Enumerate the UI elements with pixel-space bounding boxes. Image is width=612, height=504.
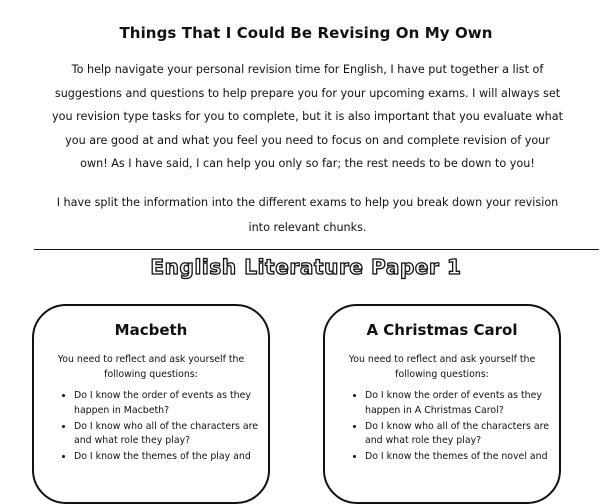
- list-item: • Do I know the order of events as they happen in Macbeth?: [74, 389, 258, 419]
- card-prompt: You need to reflect and ask yourself the following questions:: [57, 354, 245, 380]
- list-item: • Do I know the themes of the novel and: [365, 450, 549, 465]
- list-item: • Do I know the themes of the play and: [74, 450, 258, 465]
- intro-paragraph-2: I have split the information into the different exams to help you break down your revision into relevant chunks.: [56, 196, 559, 234]
- card-title: A Christmas Carol: [366, 321, 518, 339]
- card-prompt: You need to reflect and ask yourself the following questions:: [348, 354, 536, 380]
- page-title: Things That I Could Be Revising On My Own: [119, 24, 493, 42]
- question-list: [343, 389, 549, 466]
- list-item: • Do I know the order of events as they happen in A Christmas Carol?: [365, 389, 549, 419]
- section-title: English Literature Paper 1: [150, 255, 462, 279]
- card-macbeth: [32, 304, 270, 504]
- card-a-christmas-carol: [323, 304, 561, 504]
- list-item: • Do I know who all of the characters are and what role they play?: [74, 420, 258, 450]
- intro-paragraph: To help navigate your personal revision time for English, I have put together a list of suggestions and questions to help prepare you for your upcoming exams. I will always set you revision type tasks for you to complete, but it is also important that you evaluate what you are good at and what you feel you need to focus on and complete revision of your own! As I have said, I can help you only so far; the rest needs to be down to you!: [51, 63, 563, 170]
- list-item: • Do I know who all of the characters are and what role they play?: [365, 420, 549, 450]
- section-divider: [34, 249, 599, 250]
- question-list: [52, 389, 258, 466]
- card-title: Macbeth: [114, 321, 188, 339]
